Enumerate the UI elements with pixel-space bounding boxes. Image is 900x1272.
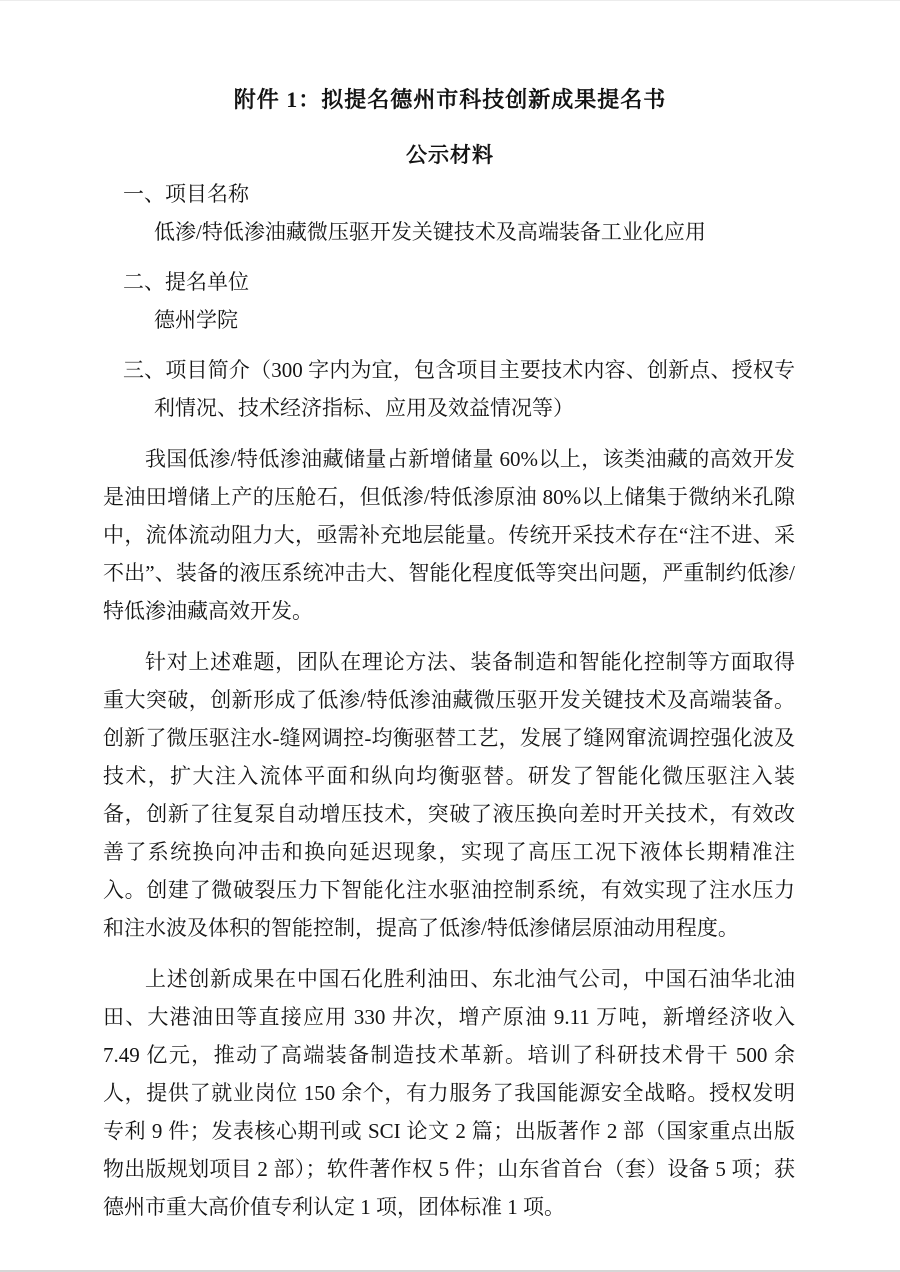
- project-name-value: 低渗/特低渗油藏微压驱开发关键技术及高端装备工业化应用: [154, 220, 706, 244]
- section-nominating-unit: [123, 263, 795, 339]
- document-subtitle: 公示材料: [406, 143, 494, 167]
- attachment-title: 附件 1：拟提名德州市科技创新成果提名书: [233, 87, 667, 112]
- section-heading-project-intro: 三、项目简介（300 字内为宜，包含项目主要技术内容、创新点、授权专利情况、技术经济指标、应用及效益情况等）: [123, 358, 795, 420]
- section-heading-project-name: 一、项目名称: [123, 182, 249, 206]
- intro-paragraph-background: 我国低渗/特低渗油藏储量占新增储量 60%以上，该类油藏的高效开发是油田增储上产的压舱石，但低渗/特低渗原油 80%以上储集于微纳米孔隙中，流体流动阻力大，亟需补充地层能量。传统开采技术存在“注不进、采不出”、装备的液压系统冲击大、智能化程度低等突出问题，严重制约低渗/特低渗油藏高效开发。: [103, 447, 795, 623]
- section-project-name: [123, 175, 795, 251]
- section-heading-nominating-unit: 二、提名单位: [123, 270, 249, 294]
- intro-paragraph-innovations: 针对上述难题，团队在理论方法、装备制造和智能化控制等方面取得重大突破，创新形成了低渗/特低渗油藏微压驱开发关键技术及高端装备。创新了微压驱注水-缝网调控-均衡驱替工艺，发展了缝网窜流调控强化波及技术，扩大注入流体平面和纵向均衡驱替。研发了智能化微压驱注入装备，创新了往复泵自动增压技术，突破了液压换向差时开关技术，有效改善了系统换向冲击和换向延迟现象，实现了高压工况下液体长期精准注入。创建了微破裂压力下智能化注水驱油控制系统，有效实现了注水压力和注水波及体积的智能控制，提高了低渗/特低渗储层原油动用程度。: [103, 650, 795, 940]
- section-project-intro: [123, 351, 795, 427]
- nominating-unit-value: 德州学院: [154, 308, 238, 332]
- intro-paragraph-achievements: 上述创新成果在中国石化胜利油田、东北油气公司，中国石油华北油田、大港油田等直接应用 330 井次，增产原油 9.11 万吨，新增经济收入 7.49 亿元，推动了高端装备制造技术革新。培训了科研技术骨干 500 余人，提供了就业岗位 150 余个，有力服务了我国能源安全战略。授权发明专利 9 件；发表核心期刊或 SCI 论文 2 篇；出版著作 2 部（国家重点出版物出版规划项目 2 部）；软件著作权 5 件；山东省首台（套）设备 5 项；获德州市重大高价值专利认定 1 项，团体标准 1 项。: [103, 967, 795, 1219]
